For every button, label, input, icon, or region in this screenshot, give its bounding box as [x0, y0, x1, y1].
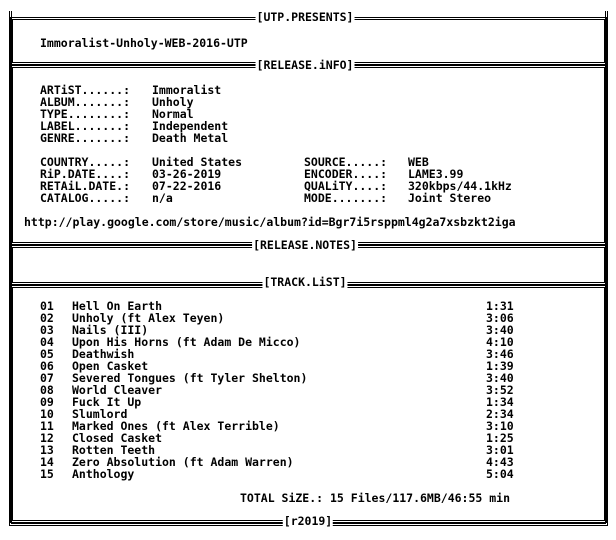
release-info-header: [RELEASE.iNFO]: [256, 58, 354, 72]
track-duration: 3:46: [486, 347, 514, 361]
label-value: Independent: [152, 119, 229, 133]
track-number: 15: [40, 467, 54, 481]
quality-value: 320kbps/44.1kHz: [408, 179, 512, 193]
total-size: TOTAL SiZE.: 15 Files/117.6MB/46:55 min: [240, 491, 511, 505]
track-number: 04: [40, 335, 54, 349]
mode-label: MODE.......:: [304, 191, 388, 205]
retail-date-value: 07-22-2016: [152, 179, 222, 193]
encoder-label: ENCODER....:: [304, 167, 388, 181]
track-title: Fuck It Up: [72, 395, 142, 409]
track-duration: 2:34: [486, 407, 514, 421]
type-label: TYPE........:: [40, 107, 131, 121]
track-duration: 1:34: [486, 395, 514, 409]
track-number: 11: [40, 419, 54, 433]
artist-label: ARTiST......:: [40, 83, 131, 97]
rip-date-value: 03-26-2019: [152, 167, 222, 181]
outer-frame: [9, 11, 608, 526]
track-title: Marked Ones (ft Alex Terrible): [72, 419, 280, 433]
track-number: 13: [40, 443, 54, 457]
track-title: Closed Casket: [72, 431, 163, 445]
label-label: LABEL.......:: [40, 119, 131, 133]
catalog-value: n/a: [152, 191, 173, 205]
track-number: 03: [40, 323, 54, 337]
country-label: COUNTRY.....:: [40, 155, 131, 169]
country-value: United States: [152, 155, 243, 169]
track-number: 09: [40, 395, 54, 409]
catalog-label: CATALOG.....:: [40, 191, 131, 205]
source-value: WEB: [408, 155, 429, 169]
release-name: Immoralist-Unholy-WEB-2016-UTP: [40, 36, 248, 50]
track-number: 14: [40, 455, 54, 469]
genre-label: GENRE.......:: [40, 131, 131, 145]
track-number: 05: [40, 347, 54, 361]
release-notes-header: [RELEASE.NOTES]: [253, 238, 357, 252]
track-duration: 1:39: [486, 359, 514, 373]
quality-label: QUALiTY....:: [304, 179, 388, 193]
encoder-value: LAME3.99: [408, 167, 464, 181]
track-title: Open Casket: [72, 359, 149, 373]
presents-header: [UTP.PRESENTS]: [256, 10, 354, 24]
track-title: Hell On Earth: [72, 299, 163, 313]
track-title: Nails (III): [72, 323, 149, 337]
track-title: World Cleaver: [72, 383, 163, 397]
track-duration: 3:10: [486, 419, 514, 433]
track-duration: 5:04: [486, 467, 514, 481]
track-duration: 4:43: [486, 455, 514, 469]
footer-tag: [r2019]: [283, 514, 333, 528]
retail-date-label: RETAiL.DATE.:: [40, 179, 131, 193]
track-duration: 3:06: [486, 311, 514, 325]
track-number: 06: [40, 359, 54, 373]
artist-value: Immoralist: [152, 83, 222, 97]
track-title: Unholy (ft Alex Teyen): [72, 311, 225, 325]
track-title: Upon His Horns (ft Adam De Micco): [72, 335, 301, 349]
track-number: 12: [40, 431, 54, 445]
store-url: http://play.google.com/store/music/album?id=Bgr7i5rsppml4g2a7xsbzkt2iga: [24, 215, 516, 229]
track-duration: 3:40: [486, 323, 514, 337]
track-duration: 3:01: [486, 443, 514, 457]
rip-date-label: RiP.DATE....:: [40, 167, 131, 181]
track-title: Zero Absolution (ft Adam Warren): [72, 455, 294, 469]
track-number: 08: [40, 383, 54, 397]
album-label: ALBUM.......:: [40, 95, 131, 109]
track-title: Anthology: [72, 467, 135, 481]
type-value: Normal: [152, 107, 194, 121]
track-title: Slumlord: [72, 407, 128, 421]
track-title: Severed Tongues (ft Tyler Shelton): [72, 371, 308, 385]
track-number: 07: [40, 371, 54, 385]
album-value: Unholy: [152, 95, 194, 109]
mode-value: Joint Stereo: [408, 191, 492, 205]
track-title: Rotten Teeth: [72, 443, 156, 457]
track-duration: 3:40: [486, 371, 514, 385]
track-number: 01: [40, 299, 54, 313]
track-list-header: [TRACK.LiST]: [263, 275, 347, 289]
track-duration: 4:10: [486, 335, 514, 349]
source-label: SOURCE.....:: [304, 155, 388, 169]
track-duration: 3:52: [486, 383, 514, 397]
track-number: 02: [40, 311, 54, 325]
genre-value: Death Metal: [152, 131, 229, 145]
track-duration: 1:31: [486, 299, 514, 313]
track-duration: 1:25: [486, 431, 514, 445]
track-number: 10: [40, 407, 54, 421]
track-title: Deathwish: [72, 347, 135, 361]
